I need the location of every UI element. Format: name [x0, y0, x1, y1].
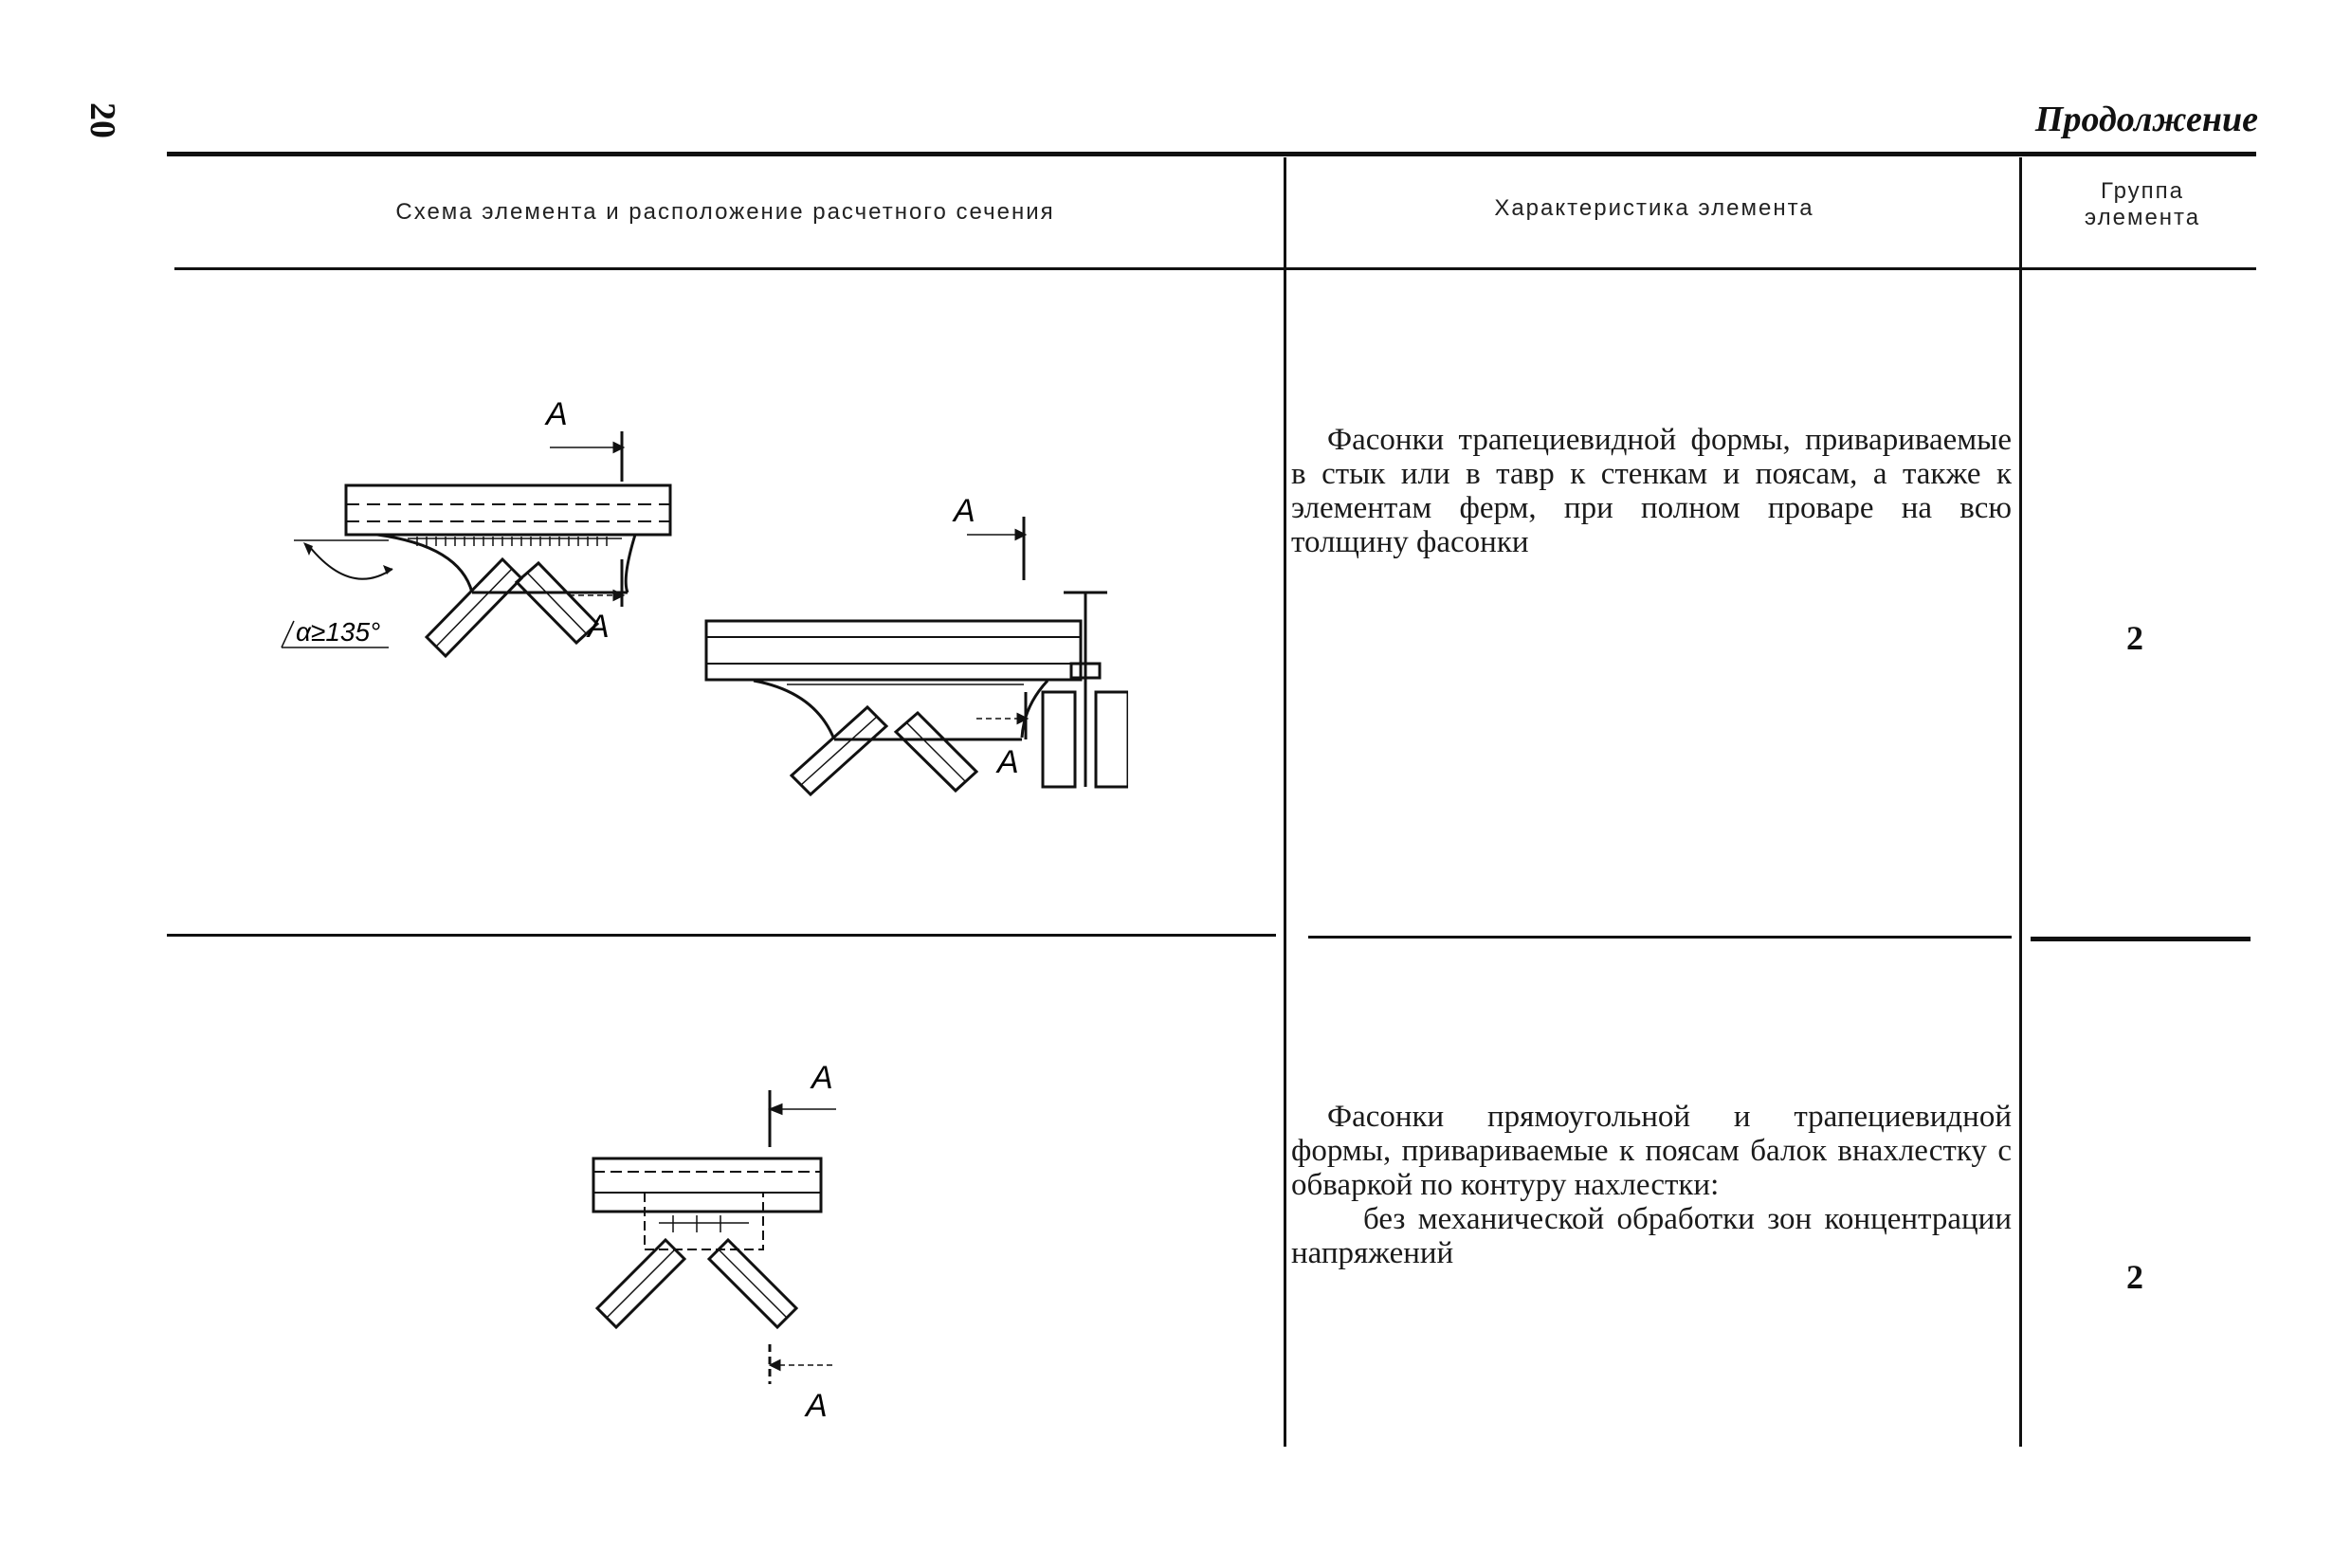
header-bottom-rule — [174, 267, 2256, 270]
column-divider-1 — [1284, 157, 1286, 1447]
diagonal-bar-right-2 — [896, 713, 976, 791]
row-1-diagram — [275, 379, 1128, 796]
page-number: 20 — [82, 102, 122, 138]
column-divider-2 — [2019, 157, 2022, 1447]
beam-flange-right — [706, 621, 1081, 680]
section-label-right-bottom: A — [997, 744, 1019, 780]
header-characteristic: Характеристика элемента — [1494, 195, 1814, 221]
section-label-right-top: A — [954, 493, 975, 529]
section-label-left-top: A — [546, 396, 568, 432]
section-mark-top — [770, 1090, 836, 1147]
row-2-description-text: Фасонки прямоугольной и трапециевидной формы, привариваемые к поясам балок внахлестку с обваркой по контуру нахлестки: — [1291, 1100, 2012, 1202]
table-top-rule — [167, 152, 2256, 156]
section-label-top: A — [811, 1060, 833, 1096]
header-group: Группа элемента — [2084, 178, 2201, 230]
diagonal-bar-left-2 — [517, 563, 597, 643]
trapezoid-gusset-right — [754, 681, 1048, 739]
angle-label: α≥135° — [296, 617, 381, 647]
section-label-left-bottom: A — [588, 609, 610, 645]
diagonal-bar-left — [597, 1240, 684, 1327]
beam-flange-left — [346, 485, 670, 535]
row-1-description-text: Фасонки трапециевидной формы, привариваемые в стык или в тавр к стенкам и поясам, а также к элементам ферм, при полном проваре на всю толщину фасонки — [1291, 423, 2012, 559]
row-2-description — [1291, 1100, 2012, 1270]
diagonal-bar-left-1 — [427, 559, 521, 656]
section-mark-right — [967, 517, 1026, 739]
row-2-diagram — [569, 1043, 872, 1441]
row-divider-left — [167, 934, 1276, 937]
section-mark-bottom — [770, 1344, 834, 1384]
section-label-bottom: A — [806, 1388, 828, 1424]
lap-gusset — [645, 1193, 763, 1249]
row-2-group: 2 — [2126, 1258, 2143, 1296]
row-1-group: 2 — [2126, 619, 2143, 657]
row-2-sub-item: без механической обработки зон концентрации напряжений — [1291, 1202, 2012, 1270]
section-mark-left — [550, 431, 622, 607]
diagonal-bar-right-1 — [792, 707, 886, 794]
header-scheme: Схема элемента и расположение расчетного сечения — [395, 199, 1055, 225]
continuation-label: Продолжение — [2034, 100, 2258, 139]
row-divider-right — [2031, 937, 2251, 941]
beam-flange — [593, 1158, 821, 1212]
diagonal-bar-right — [709, 1240, 796, 1327]
row-1-description — [1291, 423, 2012, 559]
row-divider-middle — [1308, 936, 2012, 939]
